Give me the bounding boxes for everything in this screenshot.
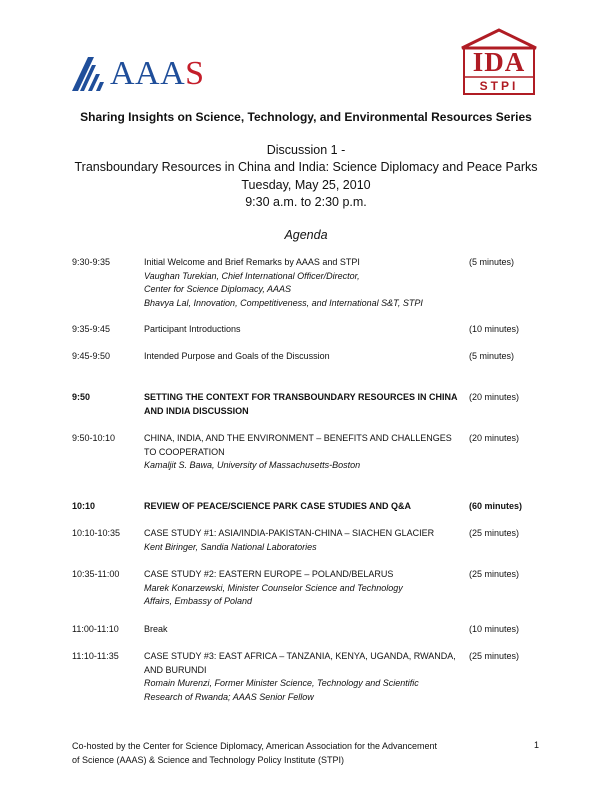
event-time: 9:30 a.m. to 2:30 p.m.	[245, 195, 367, 209]
item-duration: (20 minutes)	[469, 433, 520, 443]
item-speaker: Bhavya Lal, Innovation, Competitiveness, and International S&T, STPI	[144, 297, 423, 308]
item-speaker: Kamaljit S. Bawa, University of Massachusetts-Boston	[144, 460, 361, 471]
item-title: SETTING THE CONTEXT FOR TRANSBOUNDARY RESOURCES IN CHINA	[144, 392, 458, 402]
item-time: 9:45-9:50	[72, 351, 111, 361]
item-time: 9:50-10:10	[72, 433, 116, 443]
discussion-subtitle: Transboundary Resources in China and India: Science Diplomacy and Peace Parks	[74, 160, 538, 174]
item-time: 10:10	[72, 501, 96, 511]
item-duration: (5 minutes)	[469, 257, 515, 267]
item-speaker: Kent Biringer, Sandia National Laboratories	[144, 541, 317, 552]
item-duration: (20 minutes)	[469, 392, 520, 402]
footer-line: of Science (AAAS) & Science and Technology Policy Institute (STPI)	[72, 754, 344, 765]
aaas-wordmark-last-letter: S	[185, 55, 205, 92]
item-speaker: Vaughan Turekian, Chief International Officer/Director,	[144, 270, 360, 281]
item-title: CHINA, INDIA, AND THE ENVIRONMENT – BENEFITS AND CHALLENGES	[144, 433, 452, 443]
item-title: AND BURUNDI	[144, 664, 207, 675]
item-speaker: Affairs, Embassy of Poland	[144, 596, 253, 607]
item-title: Initial Welcome and Brief Remarks by AAAS and STPI	[144, 257, 360, 267]
item-time: 9:30-9:35	[72, 257, 111, 267]
item-title: AND INDIA DISCUSSION	[144, 405, 249, 416]
stpi-wordmark: STPI	[479, 79, 519, 93]
item-time: 9:50	[72, 392, 91, 402]
item-duration: (25 minutes)	[469, 651, 520, 661]
item-speaker: Marek Konarzewski, Minister Counselor Science and Technology	[144, 582, 403, 593]
item-title: CASE STUDY #2: EASTERN EUROPE – POLAND/BELARUS	[144, 569, 394, 579]
item-duration: (10 minutes)	[469, 624, 520, 634]
agenda-heading: Agenda	[284, 228, 328, 242]
item-time: 11:00-11:10	[72, 624, 119, 634]
item-duration: (25 minutes)	[469, 569, 520, 579]
item-title: REVIEW OF PEACE/SCIENCE PARK CASE STUDIES AND Q&A	[144, 501, 412, 511]
item-title: Break	[144, 624, 168, 634]
ida-wordmark: IDA	[472, 47, 526, 77]
discussion-number: Discussion 1 -	[266, 143, 346, 157]
aaas-wordmark	[110, 55, 205, 93]
item-time: 9:35-9:45	[72, 324, 111, 334]
item-duration: (25 minutes)	[469, 528, 520, 538]
item-title: TO COOPERATION	[144, 446, 225, 457]
ida-stpi-logo	[458, 28, 540, 96]
event-date: Tuesday, May 25, 2010	[241, 178, 371, 192]
item-speaker: Center for Science Diplomacy, AAAS	[144, 284, 292, 295]
item-duration: (5 minutes)	[469, 351, 515, 361]
footer-line: Co-hosted by the Center for Science Diplomacy, American Association for the Advancement	[72, 741, 438, 751]
item-speaker: Romain Murenzi, Former Minister Science, Technology and Scientific	[144, 678, 419, 689]
item-time: 10:35-11:00	[72, 569, 120, 579]
item-time: 11:10-11:35	[72, 651, 119, 661]
item-duration: (10 minutes)	[469, 324, 520, 334]
footer-credits	[72, 740, 502, 767]
item-title: Intended Purpose and Goals of the Discussion	[144, 351, 330, 361]
page-number: 1	[534, 740, 540, 750]
aaas-mark-icon	[72, 57, 112, 91]
item-time: 10:10-10:35	[72, 528, 121, 538]
item-title: Participant Introductions	[144, 324, 241, 334]
item-title: CASE STUDY #1: ASIA/INDIA-PAKISTAN-CHINA – SIACHEN GLACIER	[144, 528, 435, 538]
series-title: Sharing Insights on Science, Technology, and Environmental Resources Series	[80, 110, 532, 124]
aaas-wordmark-text: AAA	[110, 55, 186, 92]
item-speaker: Research of Rwanda; AAAS Senior Fellow	[144, 691, 314, 702]
item-duration: (60 minutes)	[469, 501, 523, 511]
item-title: CASE STUDY #3: EAST AFRICA – TANZANIA, KENYA, UGANDA, RWANDA,	[144, 651, 456, 661]
aaas-logo	[72, 55, 212, 95]
